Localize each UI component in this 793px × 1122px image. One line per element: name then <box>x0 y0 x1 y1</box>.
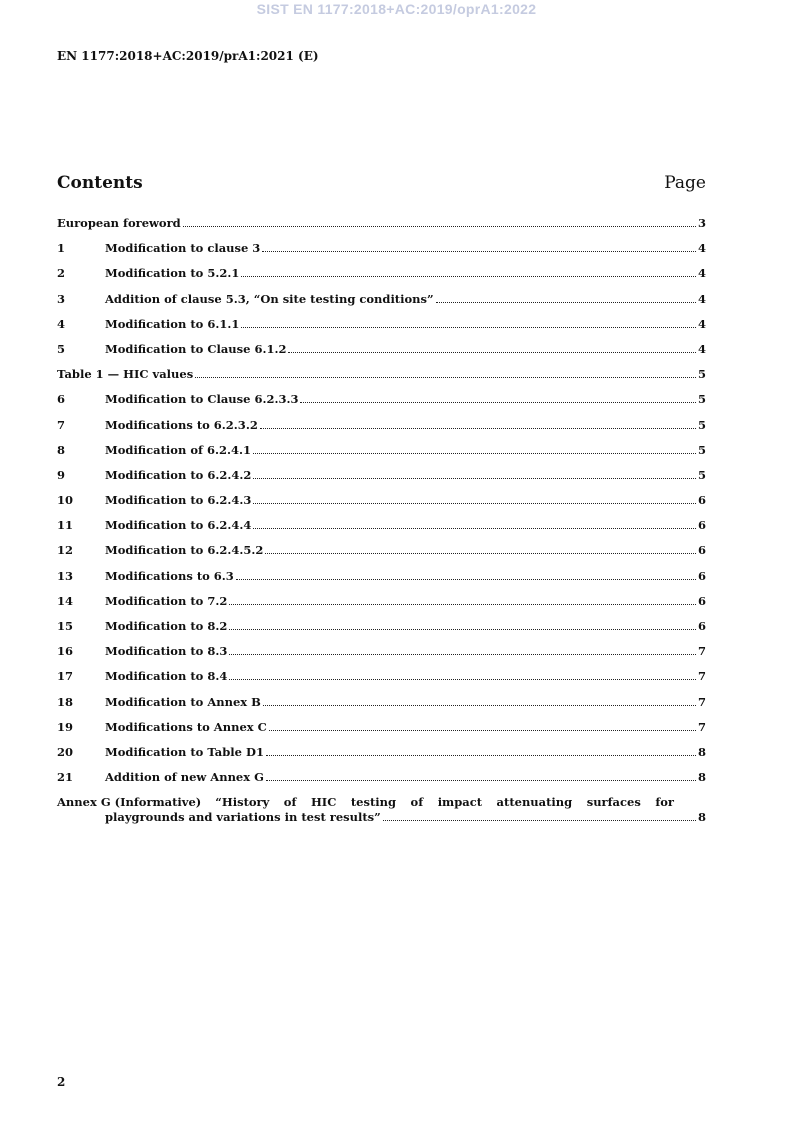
toc-entry-number: 20 <box>57 744 74 759</box>
toc-entry-number: 6 <box>57 392 66 407</box>
toc-entry-page: 7 <box>697 669 706 684</box>
dot-leader <box>241 270 696 277</box>
toc-entry-title: Modification of 6.2.4.1 <box>105 442 251 457</box>
toc-entry-page: 5 <box>697 467 706 482</box>
toc-entry-number: 12 <box>57 543 74 558</box>
toc-entry-title: Modification to 8.3 <box>105 644 228 659</box>
dot-leader <box>253 472 696 479</box>
dot-leader <box>253 446 696 453</box>
toc-entry-title: Modification to Clause 6.2.3.3 <box>105 392 299 407</box>
toc-entry-page: 3 <box>697 216 706 230</box>
toc-entry[interactable] <box>57 644 706 669</box>
dot-leader <box>300 396 696 403</box>
toc-entry-title: Modification to 6.2.4.5.2 <box>105 543 264 558</box>
toc-entry-title: Modification to 6.1.1 <box>105 316 240 331</box>
toc-entry-title: Modification to Table D1 <box>105 744 264 759</box>
toc-entry-page: 5 <box>697 442 706 457</box>
toc-entry-page: 6 <box>697 543 706 558</box>
toc-entry-title: Modification to 6.2.4.4 <box>105 518 252 533</box>
toc-entry-number: 11 <box>57 518 74 533</box>
toc-entry[interactable] <box>57 392 706 417</box>
dot-leader <box>195 371 696 378</box>
dot-leader <box>253 497 696 504</box>
toc-entry-annex-g[interactable] <box>57 795 706 825</box>
toc-entry-number: 19 <box>57 719 74 734</box>
toc-entry-title: Modification to 8.2 <box>105 619 228 633</box>
toc-entry[interactable] <box>57 367 706 392</box>
toc-entry-page: 4 <box>697 341 706 356</box>
toc-entry-number: 2 <box>57 266 66 281</box>
toc-entry[interactable] <box>57 418 706 443</box>
page-number: 2 <box>57 1075 66 1089</box>
toc-entry[interactable] <box>57 443 706 468</box>
toc-entry-number: 8 <box>57 442 66 457</box>
toc-entry-title: Addition of clause 5.3, “On site testing conditions” <box>105 291 434 306</box>
toc-entry-number: 15 <box>57 619 74 633</box>
toc-entry-page: 7 <box>697 719 706 734</box>
toc-entry-title: Modification to Annex B <box>105 694 261 709</box>
toc-entry-number: 5 <box>57 341 66 356</box>
dot-leader <box>253 522 696 529</box>
toc-entry-page: 4 <box>697 241 706 256</box>
dot-leader <box>265 547 696 554</box>
toc-entry-title: Modification to 8.4 <box>105 669 228 684</box>
toc-entry-number: 21 <box>57 770 74 785</box>
toc-entry-page: 5 <box>697 367 706 382</box>
toc-entry[interactable] <box>57 216 706 241</box>
dot-leader <box>436 295 696 302</box>
toc-entry[interactable] <box>57 720 706 745</box>
dot-leader <box>288 346 696 353</box>
toc-entry-number: 16 <box>57 644 74 659</box>
toc-entry-title: Modification to clause 3 <box>105 241 261 256</box>
dot-leader <box>229 598 696 605</box>
toc-entry-number: 1 <box>57 241 66 256</box>
dot-leader <box>183 220 696 227</box>
toc-entry-title-continued: playgrounds and variations in test results” <box>105 810 381 825</box>
dot-leader <box>262 245 696 252</box>
toc-entry-number: 7 <box>57 417 66 432</box>
document-id: EN 1177:2018+AC:2019/prA1:2021 (E) <box>57 49 319 63</box>
toc-entry[interactable] <box>57 241 706 266</box>
toc-entry[interactable] <box>57 569 706 594</box>
toc-entry-page: 7 <box>697 644 706 659</box>
toc-entry[interactable] <box>57 619 706 644</box>
toc-entry-title: Modifications to 6.3 <box>105 568 234 583</box>
toc-entry-page: 8 <box>697 744 706 759</box>
contents-title: Contents <box>57 173 143 193</box>
toc-entry-page: 7 <box>697 694 706 709</box>
toc-entry-number: 10 <box>57 493 74 508</box>
toc-entry-title: Modification to 6.2.4.3 <box>105 493 252 508</box>
toc-entry[interactable] <box>57 518 706 543</box>
toc-entry-title: Modification to Clause 6.1.2 <box>105 341 287 356</box>
toc-entry-label: Annex G (Informative) <box>57 795 202 810</box>
dot-leader <box>229 673 696 680</box>
toc-entry[interactable] <box>57 266 706 291</box>
toc-entry-title: Modifications to 6.2.3.2 <box>105 417 258 432</box>
toc-entry-page: 6 <box>697 593 706 608</box>
toc-entry-title: Modifications to Annex C <box>105 719 267 734</box>
toc-entry-page: 6 <box>697 518 706 533</box>
dot-leader <box>260 421 696 428</box>
toc-entry-page: 5 <box>697 417 706 432</box>
toc-entry-title: Modification to 6.2.4.2 <box>105 467 252 482</box>
toc-entry-page: 4 <box>697 291 706 306</box>
toc-entry[interactable] <box>57 493 706 518</box>
toc-entry-number: 14 <box>57 593 74 608</box>
toc-entry-page: 8 <box>697 810 706 825</box>
dot-leader <box>263 698 696 705</box>
toc-entry[interactable] <box>57 594 706 619</box>
toc-entry-title: Modification to 7.2 <box>105 593 228 608</box>
toc-entry-page: 4 <box>697 316 706 331</box>
page-column-heading: Page <box>664 173 706 193</box>
toc-entry[interactable] <box>57 292 706 317</box>
dot-leader <box>236 572 696 579</box>
toc-entry-page: 5 <box>697 392 706 407</box>
toc-entry-title: European foreword <box>57 216 181 230</box>
toc-entry[interactable] <box>57 770 706 795</box>
toc-entry-number: 17 <box>57 669 74 684</box>
dot-leader <box>266 774 696 781</box>
toc-entry[interactable] <box>57 468 706 493</box>
toc-entry-title: Addition of new Annex G <box>105 770 264 785</box>
dot-leader <box>229 623 696 630</box>
dot-leader <box>241 320 696 327</box>
toc-entry-page: 6 <box>697 493 706 508</box>
toc-entry-number: 18 <box>57 694 74 709</box>
dot-leader <box>266 749 696 756</box>
toc-entry-title: Table 1 — HIC values <box>57 367 194 382</box>
toc-entry[interactable] <box>57 669 706 694</box>
toc-entry-title: Modification to 5.2.1 <box>105 266 240 281</box>
dot-leader <box>269 723 696 730</box>
toc-entry-number: 9 <box>57 467 66 482</box>
toc-entry-page: 8 <box>697 770 706 785</box>
toc-entry-page: 4 <box>697 266 706 281</box>
watermark: SIST EN 1177:2018+AC:2019/oprA1:2022 <box>256 1 537 17</box>
toc-entry[interactable] <box>57 543 706 568</box>
toc-entry[interactable] <box>57 342 706 367</box>
toc-entry[interactable] <box>57 317 706 342</box>
toc-entry-page: 6 <box>697 619 706 633</box>
toc-entry-number: 13 <box>57 568 74 583</box>
table-of-contents <box>57 216 706 825</box>
toc-entry[interactable] <box>57 695 706 720</box>
toc-entry-title: “History of HIC testing of impact attenuating surfaces for <box>215 795 674 810</box>
dot-leader <box>383 814 696 821</box>
toc-entry[interactable] <box>57 745 706 770</box>
toc-entry-number: 3 <box>57 291 66 306</box>
toc-entry-page: 6 <box>697 568 706 583</box>
dot-leader <box>229 648 696 655</box>
toc-entry-number: 4 <box>57 316 66 331</box>
